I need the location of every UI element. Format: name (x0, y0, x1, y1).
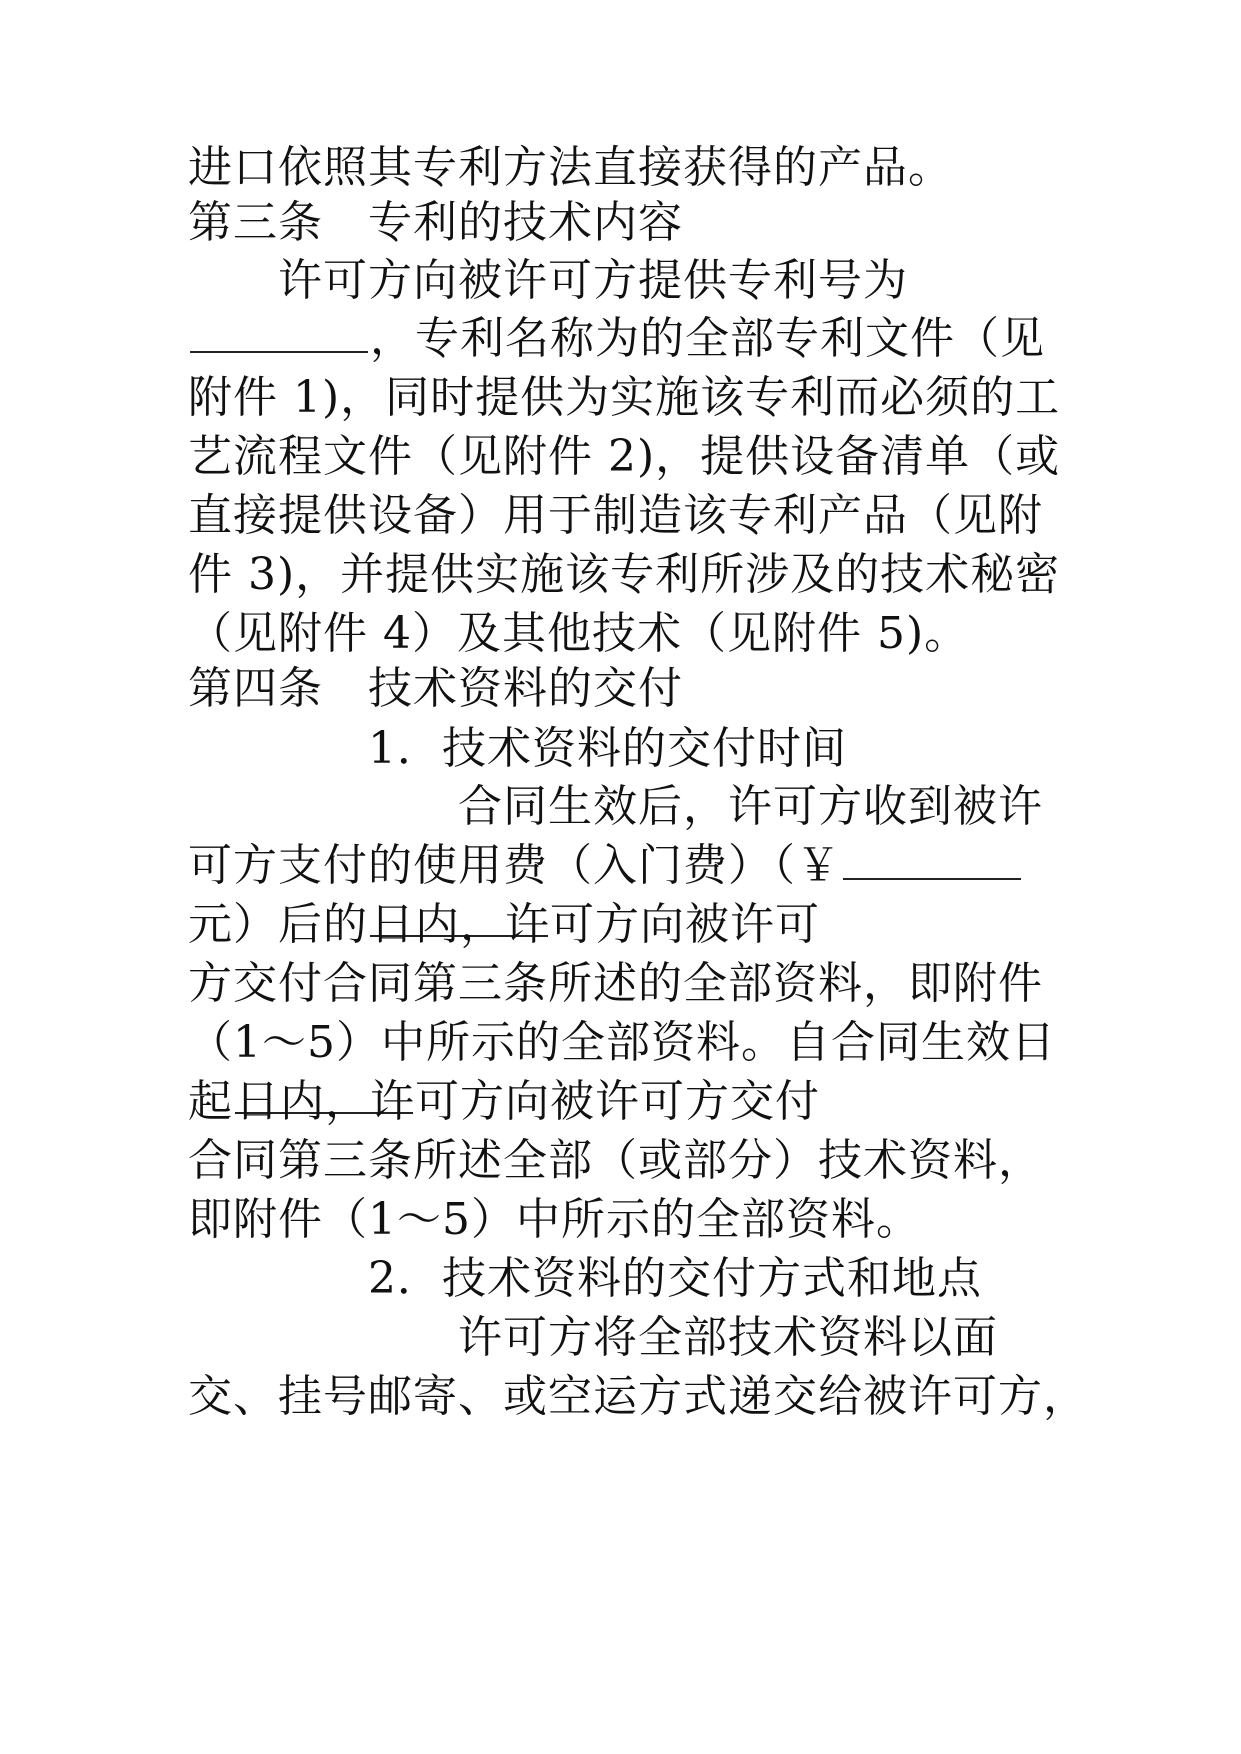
line-text: 交、挂号邮寄、或空运方式递交给被许可方， (188, 1371, 1088, 1422)
line-text: 第三条 专利的技术内容 (188, 197, 683, 248)
line-text: 合同生效后，许可方收到被许 (188, 781, 1043, 832)
text-line (188, 836, 1023, 896)
article-heading (188, 659, 683, 719)
text-line (188, 309, 1045, 369)
line-text: 起 (188, 1076, 233, 1127)
section-heading (188, 1249, 982, 1309)
text-line (188, 486, 1043, 546)
text-line (188, 1072, 820, 1132)
fill-in-blank[interactable]: 日内，许可方向被许可方交付 (235, 1072, 413, 1114)
line-text: 方交付合同第三条所述的全部资料，即附件 (188, 958, 1043, 1009)
line-text: 合同第三条所述全部（或部分）技术资料， (188, 1135, 1043, 1186)
text-line (188, 895, 820, 955)
line-text: 进口依照其专利方法直接获得的产品。 (188, 142, 953, 193)
fill-in-blank[interactable] (843, 838, 1021, 880)
fill-in-blank[interactable] (190, 311, 368, 353)
text-line (188, 251, 908, 311)
text-line (188, 138, 953, 198)
line-text: 许可方向被许可方提供专利号为 (188, 255, 908, 306)
fill-in-blank[interactable]: 日内，许可方向被许可 (370, 895, 548, 937)
text-line (188, 1190, 921, 1250)
line-text: 艺流程文件（见附件 2)，提供设备清单（或 (188, 431, 1061, 482)
section-heading (188, 719, 847, 779)
text-line (188, 1308, 998, 1368)
line-text: 1．技术资料的交付时间 (188, 723, 847, 774)
line-text: 直接提供设备）用于制造该专利产品（见附 (188, 490, 1043, 541)
line-text: 附件 1)，同时提供为实施该专利而必须的工 (188, 372, 1061, 423)
text-line (188, 954, 1043, 1014)
text-line (188, 1367, 1088, 1427)
text-line (188, 545, 1060, 605)
line-text: 元）后的 (188, 899, 368, 950)
text-line (188, 777, 1043, 837)
line-text: （1～5）中所示的全部资料。自合同生效日 (188, 1017, 1056, 1068)
line-text: 即附件（1～5）中所示的全部资料。 (188, 1194, 921, 1245)
line-text: （见附件 4）及其他技术（见附件 5)。 (188, 608, 970, 659)
line-text: 许可方将全部技术资料以面 (188, 1312, 998, 1363)
line-text: 可方支付的使用费（入门费）（￥ (188, 840, 841, 891)
line-text: 2．技术资料的交付方式和地点 (188, 1253, 982, 1304)
line-text: 第四条 技术资料的交付 (188, 663, 683, 714)
text-line (188, 1131, 1043, 1191)
line-text: ，专利名称为的全部专利文件（见 (370, 313, 1045, 364)
text-line (188, 1013, 1056, 1073)
article-heading (188, 193, 683, 253)
text-line (188, 427, 1060, 487)
text-line (188, 368, 1060, 428)
line-text: 件 3)，并提供实施该专利所涉及的技术秘密 (188, 549, 1061, 600)
text-line (188, 604, 969, 664)
